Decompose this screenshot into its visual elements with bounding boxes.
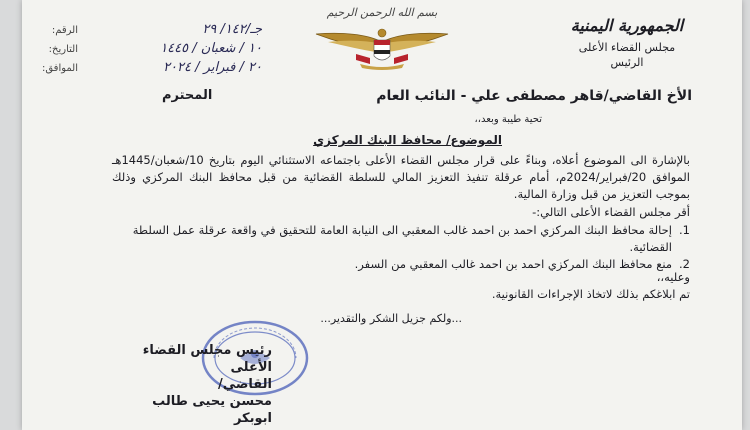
reference-number-row: [32, 22, 262, 37]
decision-intro: أقر مجلس القضاء الأعلى التالي:-: [532, 205, 690, 219]
letter-body: [112, 152, 690, 203]
yemen-emblem-icon: [312, 24, 452, 70]
signer-name: محسن يحيى طالب ابوبكر: [152, 394, 272, 426]
decision-item-1: [122, 222, 690, 256]
signer-honorific: القاضي/: [217, 377, 272, 392]
letter-page: [22, 0, 742, 430]
decision-item-number: 1.: [679, 223, 690, 237]
hijri-date-label: التاريخ:: [48, 44, 78, 55]
decision-list: [122, 222, 690, 273]
hijri-date-value: ١٠ / شعبان / ١٤٤٥: [160, 41, 262, 56]
reference-number-label: الرقم:: [51, 25, 78, 36]
closing-thanks: ...ولكم جزيل الشكر والتقدير...: [320, 312, 462, 325]
decision-item-number: 2.: [679, 257, 690, 271]
decision-item-text: إحالة محافظ البنك المركزي احمد بن احمد غالب المعقبي الى النيابة العامة للتحقيق في واقعة عرقلة عمل السلطة القضائية.: [132, 223, 672, 254]
body-paragraph: بالإشارة الى الموضوع أعلاه، وبناءً على قرار مجلس القضاء الأعلى باجتماعه الاستثنائي اليوم بتاريخ 10/شعبان/1445هـ الموافق 20/فبراير/2024م، أمام عرقلة تنفيذ التعزيز المالي للسلطة القضائية من قبل محافظ البنك المركزي وذلك بموجب التعزيز من قبل وزارة المالية.: [112, 153, 691, 201]
accordingly-line: وعليه،،: [656, 270, 690, 284]
gregorian-date-value: ٢٠ / فبراير / ٢٠٢٤: [163, 60, 262, 75]
decision-item-text: منع محافظ البنك المركزي احمد بن احمد غالب المعقبي من السفر.: [354, 257, 672, 271]
reference-number-value: جـ/١٤٢/ ٢٩: [202, 22, 262, 37]
council-name: مجلس القضاء الأعلى: [578, 41, 676, 54]
basmala: بسم الله الرحمن الرحيم: [326, 6, 438, 19]
notification-line: تم ابلاغكم بذلك لاتخاذ الإجراءات القانونية.: [491, 287, 690, 301]
signature-block: [112, 342, 272, 427]
greeting: تحية طيبة وبعد،،: [474, 114, 542, 125]
reference-block: [32, 22, 262, 79]
issuer-header: [542, 8, 712, 69]
hijri-date-row: [32, 41, 262, 56]
gregorian-date-label: الموافق:: [41, 63, 78, 74]
decision-item-2: [122, 256, 690, 273]
subject-line: الموضوع/ محافظ البنك المركزي: [313, 133, 502, 147]
signer-title: رئيس مجلس القضاء الأعلى: [142, 343, 272, 375]
gregorian-date-row: [32, 60, 262, 75]
republic-name: الجمهورية اليمنية: [570, 16, 684, 35]
addressee: الأخ القاضي/قاهر مصطفى علي - النائب العام: [376, 88, 692, 104]
honorific: المحترم: [162, 88, 213, 103]
president-title: الرئيس: [610, 56, 644, 69]
